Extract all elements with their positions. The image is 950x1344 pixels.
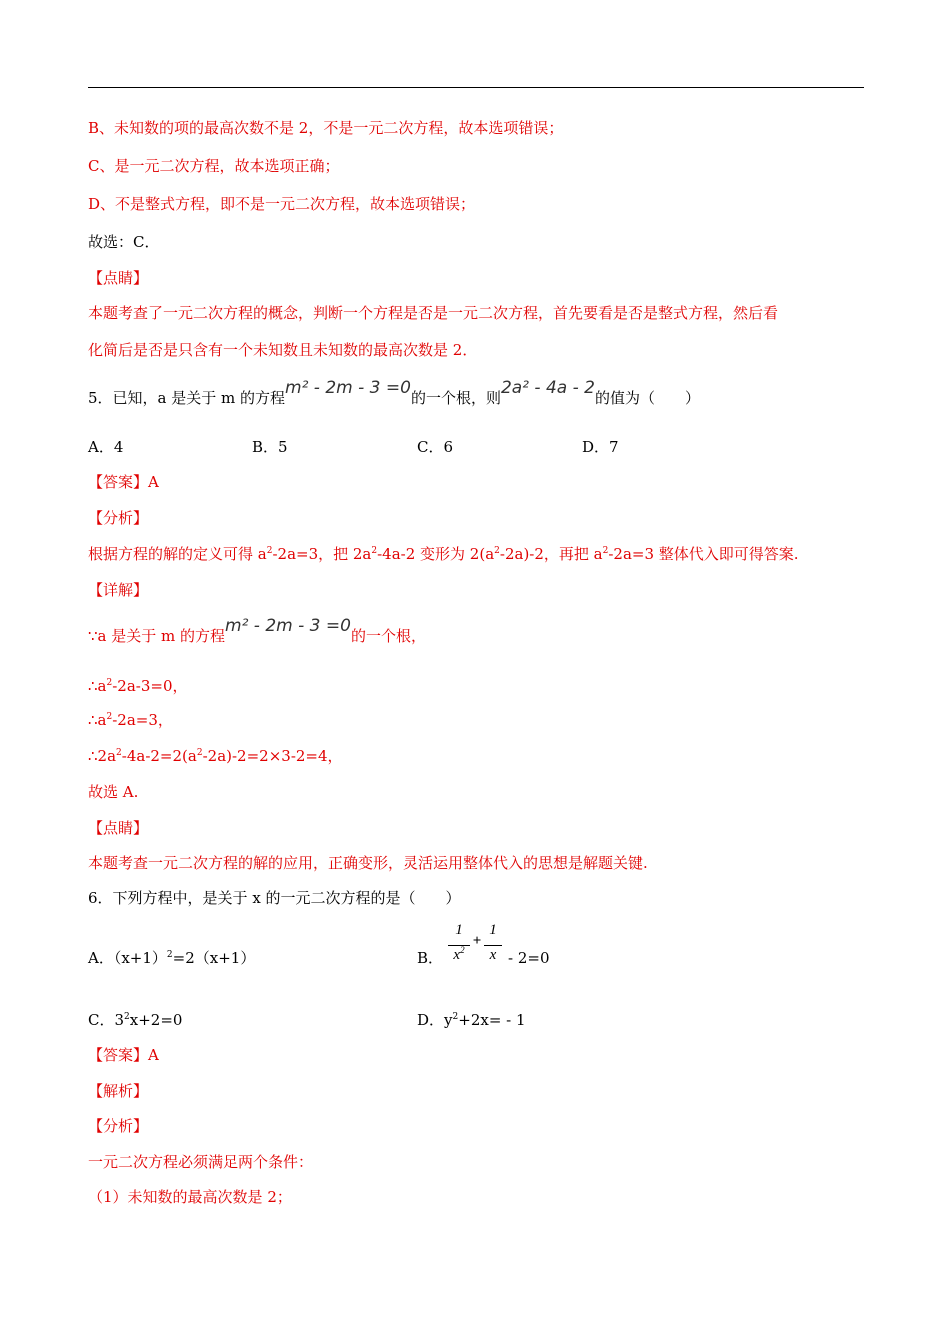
q4-option-b-explanation: B、未知数的项的最高次数不是 2，不是一元二次方程，故本选项错误；: [88, 119, 564, 137]
q6-option-b-label: B．: [417, 949, 444, 967]
q4-option-d-explanation: D、不是整式方程，即不是一元二次方程，故本选项错误；: [88, 195, 476, 213]
q5-detail-label: 【详解】: [88, 581, 149, 599]
q5-option-d: D．7: [582, 438, 619, 456]
q5-detail-line1-pre: ∵a 是关于 m 的方程: [88, 627, 226, 645]
q6-option-a: A．$(x+1)^2=2(x+1)$: [88, 949, 256, 967]
q6-b-denominator-1: $x^2$: [453, 945, 465, 963]
q5-detail-line1: [88, 616, 426, 646]
q5-dianjing-label: 【点睛】: [88, 819, 149, 837]
q5-choice: 故选 A.: [88, 783, 139, 801]
q5-expression: 2a² - 4a - 2: [500, 378, 595, 398]
q6-condition-intro: 一元二次方程必须满足两个条件：: [88, 1153, 314, 1171]
q6-b-numerator-1: 1: [455, 922, 463, 938]
q6-condition-1: （1）未知数的最高次数是 2；: [88, 1188, 292, 1206]
q4-choice: 故选：C．: [88, 233, 160, 251]
q6-b-tail: - 2=0: [508, 949, 550, 967]
q5-detail-line1-post: 的一个根，: [350, 627, 426, 645]
q6-b-fraction-bar-1: [448, 945, 470, 946]
q5-option-a: A．4: [88, 438, 124, 456]
q6-b-denominator-2: x: [489, 947, 497, 963]
q5-option-b: B．5: [252, 438, 288, 456]
q6-b-fraction-bar-2: [484, 945, 502, 946]
q5-equation: m² - 2m - 3 =0: [285, 378, 411, 398]
q6-b-numerator-2: 1: [489, 922, 497, 938]
q5-answer: 【答案】A: [88, 473, 159, 491]
q6-answer: 【答案】A: [88, 1046, 159, 1064]
q5-dianjing: 本题考查一元二次方程的解的应用，正确变形，灵活运用整体代入的思想是解题关键.: [88, 854, 648, 872]
header-rule: [88, 87, 864, 88]
q4-dianjing-line2: 化简后是否是只含有一个未知数且未知数的最高次数是 2．: [88, 341, 478, 359]
q5-stem-pre: 5．已知，a 是关于 m 的方程: [88, 389, 286, 407]
q6-option-c: C．$3^2x+2=0$: [88, 1011, 183, 1029]
q5-option-c: C．6: [417, 438, 454, 456]
q6-jiexi-label: 【解析】: [88, 1082, 149, 1100]
q6-b-plus: +: [472, 933, 482, 949]
q5-stem-post: 的值为（ ）: [594, 389, 700, 407]
q6-stem: 6．下列方程中，是关于 x 的一元二次方程的是（ ）: [88, 889, 461, 907]
q5-detail-line4: $\therefore 2a^2-4a-2=2(a^2-2a)-2=2\times 3-2=4$，: [88, 747, 343, 765]
q4-dianjing-line1: 本题考查了一元二次方程的概念，判断一个方程是否是一元二次方程，首先要看是否是整式方程，然后看: [88, 304, 779, 322]
q5-detail-line2: $\therefore a^2-2a-3=0$，: [88, 677, 188, 695]
q5-analysis-label: 【分析】: [88, 509, 149, 527]
q5-detail-equation: m² - 2m - 3 =0: [225, 616, 351, 636]
q5-stem: [88, 378, 700, 408]
q4-option-c-explanation: C、是一元二次方程，故本选项正确；: [88, 157, 340, 175]
q5-detail-line3: $\therefore a^2-2a=3$，: [88, 711, 173, 729]
q6-analysis-label: 【分析】: [88, 1117, 149, 1135]
q5-stem-mid: 的一个根，则: [410, 389, 501, 407]
q4-dianjing-label: 【点睛】: [88, 269, 149, 287]
q6-option-d: D．$y^2+2x= - 1$: [417, 1011, 526, 1029]
q5-analysis: 根据方程的解的定义可得 $a^2-2a=3$，把 $2a^2-4a-2$ 变形为 $2(a^2-2a)-2$，再把 $a^2-2a=3$ 整体代入即可得答案.: [88, 545, 799, 563]
